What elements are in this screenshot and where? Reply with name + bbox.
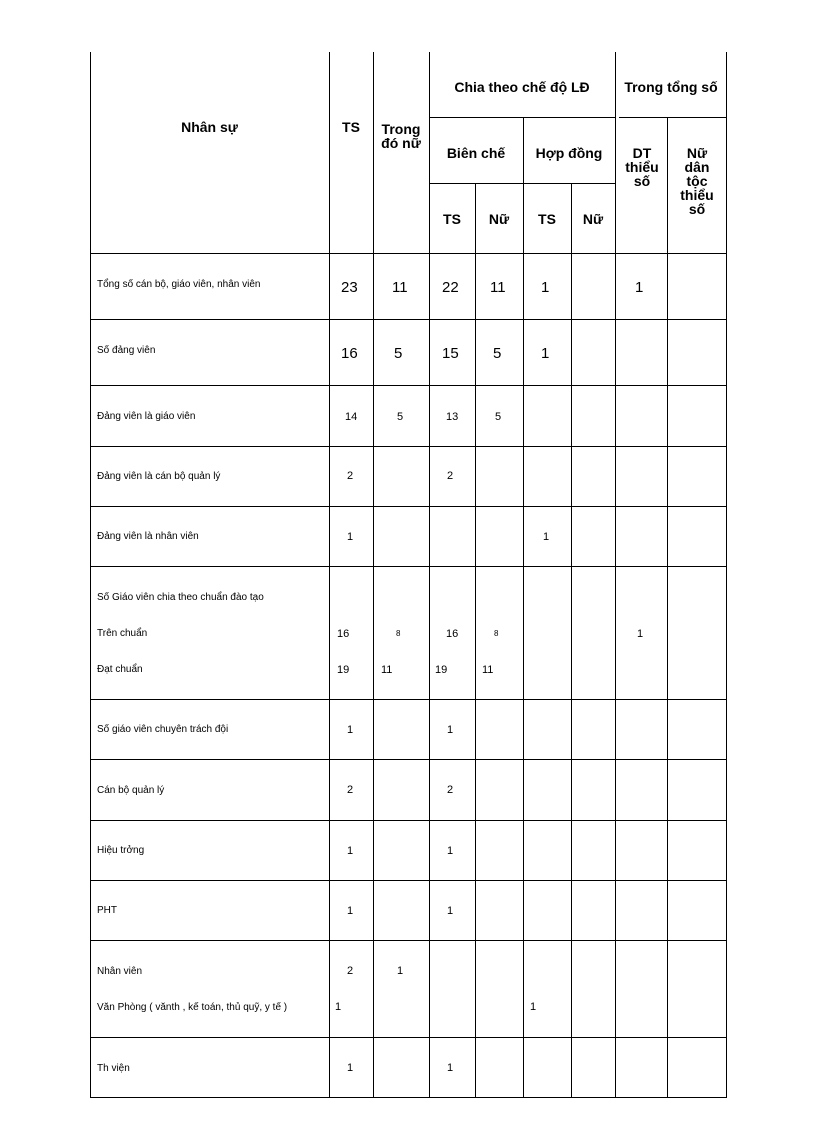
col-line xyxy=(571,183,572,1098)
row-label: Số đảng viên xyxy=(97,345,156,356)
cell-nu: 5 xyxy=(394,345,403,362)
cell-bien-che-ts: 2 xyxy=(447,784,454,796)
row-label: Cán bộ quản lý xyxy=(97,785,165,796)
header-trong-tong-so: Trong tổng số xyxy=(624,79,718,95)
cell-bien-che-ts: 1 xyxy=(447,905,454,917)
cell-bien-che-ts: 1 xyxy=(447,845,454,857)
personnel-table xyxy=(90,52,727,1098)
cell-ts: 1 xyxy=(347,905,354,917)
cell-bien-che-ts: 1 xyxy=(447,1062,454,1074)
header-bien-che-ts: TS xyxy=(443,211,461,227)
cell-ts: 23 xyxy=(341,279,358,296)
row-line xyxy=(90,940,727,941)
cell-ts: 1 xyxy=(335,1001,342,1013)
cell-hop-dong-ts: 1 xyxy=(543,531,550,543)
cell-bien-che-ts: 13 xyxy=(446,411,459,423)
row-label: Th viện xyxy=(97,1063,130,1074)
col-line xyxy=(667,117,668,1098)
cell-nu: 8 xyxy=(396,629,401,638)
table-bottom-line xyxy=(90,1097,727,1098)
cell-ts: 1 xyxy=(347,531,354,543)
row-label: PHT xyxy=(97,905,117,916)
header-dt-thieu-so: DT thiểu số xyxy=(625,145,659,189)
col-line xyxy=(329,52,330,1098)
header-line-top-right xyxy=(619,117,727,118)
cell-nu: 5 xyxy=(397,411,404,423)
cell-bien-che-ts: 1 xyxy=(447,724,454,736)
cell-bien-che-ts: 16 xyxy=(446,628,459,640)
cell-ts: 2 xyxy=(347,965,354,977)
row-sublabel: Đạt chuẩn xyxy=(97,664,143,675)
row-line xyxy=(90,820,727,821)
col-line xyxy=(475,183,476,1098)
cell-ts: 14 xyxy=(345,411,358,423)
row-line xyxy=(90,880,727,881)
row-sublabel: Văn Phòng ( vănth , kế toán, thủ quỹ, y tế ) xyxy=(97,1002,288,1013)
row-label: Số Giáo viên chia theo chuẩn đào tạo xyxy=(97,592,264,603)
header-hop-dong: Hợp đồng xyxy=(535,145,603,161)
header-ts: TS xyxy=(342,119,360,135)
cell-bien-che-nu: 5 xyxy=(495,411,502,423)
col-line xyxy=(615,52,616,1098)
col-line xyxy=(429,52,430,1098)
cell-bien-che-ts: 15 xyxy=(442,345,459,362)
row-label: Đảng viên là cán bộ quản lý xyxy=(97,471,221,482)
row-line xyxy=(90,385,727,386)
cell-ts: 16 xyxy=(341,345,358,362)
cell-bien-che-ts: 19 xyxy=(435,664,448,676)
row-line xyxy=(90,759,727,760)
row-label: Nhân viên xyxy=(97,966,143,977)
col-line xyxy=(373,52,374,1098)
header-trong-do-nu: Trong đó nữ xyxy=(381,121,421,151)
cell-ts: 2 xyxy=(347,784,354,796)
header-line-subgroups xyxy=(429,183,615,184)
col-line xyxy=(523,117,524,1098)
cell-nu: 11 xyxy=(381,664,393,676)
header-bottom-line xyxy=(90,253,727,254)
cell-bien-che-nu: 11 xyxy=(482,664,494,676)
row-label: Hiệu trởng xyxy=(97,845,145,856)
row-line xyxy=(90,699,727,700)
cell-ts: 19 xyxy=(337,664,350,676)
row-label: Đảng viên là giáo viên xyxy=(97,411,196,422)
header-bien-che-nu: Nữ xyxy=(488,211,510,227)
header-chia-theo-che-do: Chia theo chế độ LĐ xyxy=(454,79,590,95)
col-line xyxy=(726,52,727,1098)
row-label: Số giáo viên chuyên trách đội xyxy=(97,724,229,735)
cell-nu: 1 xyxy=(397,965,404,977)
row-line xyxy=(90,566,727,567)
cell-bien-che-nu: 5 xyxy=(493,345,502,362)
cell-hop-dong-ts: 1 xyxy=(541,279,550,296)
cell-ts: 1 xyxy=(347,845,354,857)
row-label: Đảng viên là nhân viên xyxy=(97,531,199,542)
header-hop-dong-nu: Nữ xyxy=(582,211,604,227)
cell-bien-che-ts: 22 xyxy=(442,279,459,296)
cell-bien-che-ts: 2 xyxy=(447,470,454,482)
cell-bien-che-nu: 8 xyxy=(494,629,499,638)
cell-dt-thieu-so: 1 xyxy=(637,628,644,640)
col-line xyxy=(90,52,91,1098)
header-nu-dan-toc-thieu-so: Nữ dân tộc thiểu số xyxy=(680,145,714,217)
header-line-chia xyxy=(429,117,615,118)
row-label: Tổng số cán bộ, giáo viên, nhân viên xyxy=(97,279,261,290)
cell-bien-che-nu: 11 xyxy=(490,279,506,296)
header-bien-che: Biên chế xyxy=(446,145,506,161)
cell-dt-thieu-so: 1 xyxy=(635,279,644,296)
row-sublabel: Trên chuẩn xyxy=(97,628,148,639)
row-line xyxy=(90,319,727,320)
cell-ts: 1 xyxy=(347,724,354,736)
cell-hop-dong-ts: 1 xyxy=(541,345,550,362)
row-line xyxy=(90,446,727,447)
cell-ts: 2 xyxy=(347,470,354,482)
header-hop-dong-ts: TS xyxy=(538,211,556,227)
row-line xyxy=(90,1037,727,1038)
cell-ts: 1 xyxy=(347,1062,354,1074)
cell-ts: 16 xyxy=(337,628,350,640)
cell-nu: 11 xyxy=(392,279,408,296)
row-line xyxy=(90,506,727,507)
header-nhan-su: Nhân sự xyxy=(181,119,238,135)
cell-hop-dong-ts: 1 xyxy=(530,1001,537,1013)
